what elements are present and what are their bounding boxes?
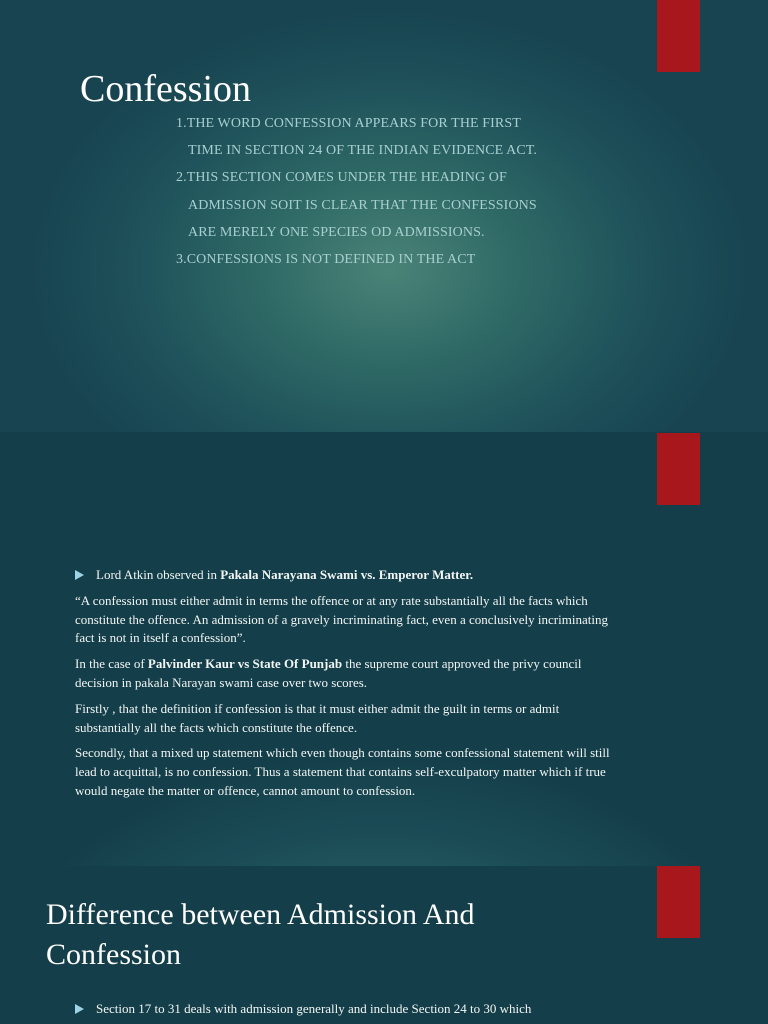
bullet-text: Section 17 to 31 deals with admission generally and include Section 24 to 30 which [96, 1001, 532, 1016]
point-line: ADMISSION SOIT IS CLEAR THAT THE CONFESSIONS [188, 197, 537, 213]
title-line: Confession [46, 938, 181, 971]
slide-3-body [75, 1000, 635, 1019]
case-paragraph [75, 655, 623, 693]
case-name: Pakala Narayana Swami vs. Emperor Matter. [220, 567, 474, 582]
point-line: 1.THE WORD CONFESSION APPEARS FOR THE FIRST [176, 116, 521, 131]
list-item [75, 1000, 635, 1019]
point-line: TIME IN SECTION 24 OF THE INDIAN EVIDENCE ACT. [188, 143, 537, 159]
case-text: the supreme court approved the privy council decision in pakala Narayan swami case over two scores. [75, 656, 582, 690]
secondly-paragraph: Secondly, that a mixed up statement which even though contains some confessional statement will still lead to acquittal, is no confession. Thus a statement that contains self-exculpatory matter which if true would negate the matter or offence, cannot amount to confession. [75, 745, 610, 798]
bullet-text: Lord Atkin observed in [96, 567, 221, 582]
point-line: 3.CONFESSIONS IS NOT DEFINED IN THE ACT [176, 251, 476, 267]
title-line: Difference between Admission And [46, 898, 475, 931]
confession-points [176, 114, 537, 277]
point-line: ARE MERELY ONE SPECIES OD ADMISSIONS. [188, 224, 485, 240]
triangle-bullet-icon [75, 570, 84, 580]
accent-tab [657, 0, 700, 72]
accent-tab [657, 866, 700, 938]
accent-tab [657, 433, 700, 505]
case-name: Palvinder Kaur vs State Of Punjab [147, 656, 343, 672]
point-line: 2.THIS SECTION COMES UNDER THE HEADING OF [176, 170, 507, 186]
list-item [75, 566, 623, 585]
quote-paragraph: “A confession must either admit in terms the offence or at any rate substantially all the facts which constitute the offence. An admission of a gravely incriminating fact, even a conclusively incriminating fact is not in itself a confession”. [75, 592, 608, 646]
slide-title [46, 895, 475, 975]
triangle-bullet-icon [75, 1004, 84, 1014]
slide-2-body [75, 566, 623, 808]
slide-1 [0, 0, 768, 432]
firstly-paragraph: Firstly , that the definition if confession is that it must either admit the guilt in terms or admit substantially all the facts which constitute the offence. [75, 700, 560, 735]
case-text: In the case of [75, 656, 148, 672]
slide-title: Confession [80, 68, 251, 110]
